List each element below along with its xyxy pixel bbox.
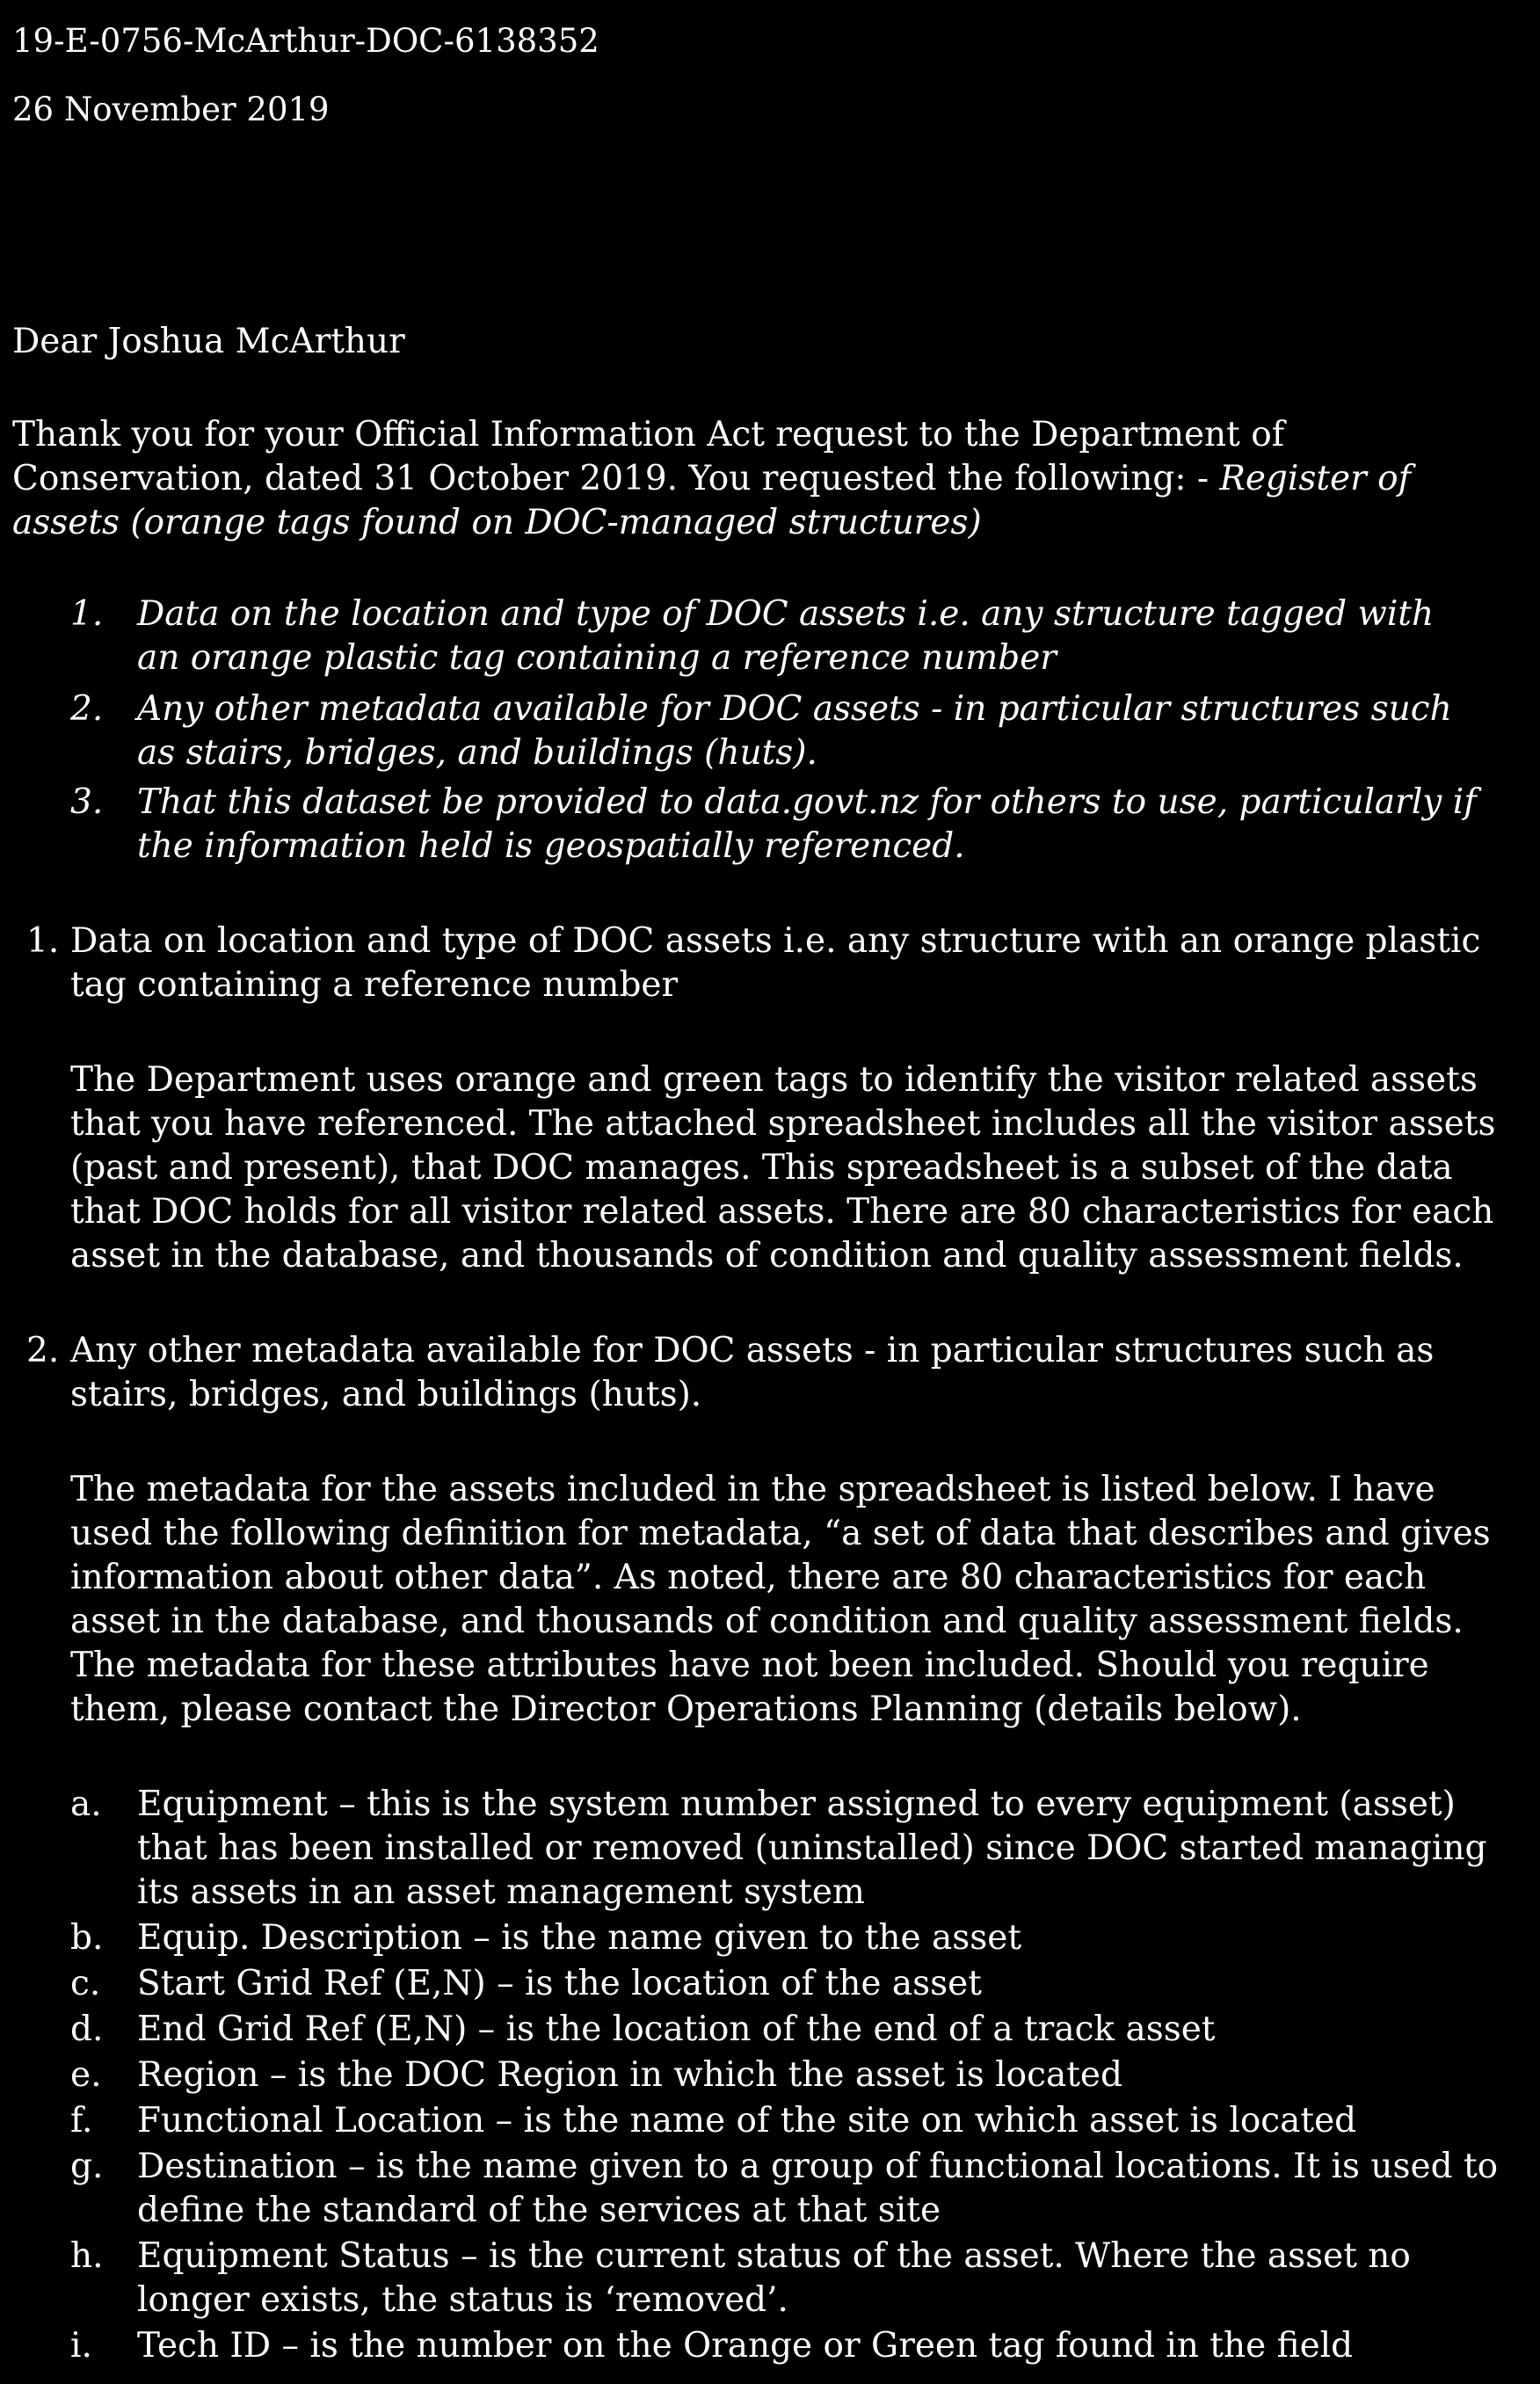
salutation: Dear Joshua McArthur bbox=[12, 322, 405, 361]
definition-h-line-1: Equipment Status – is the current status of the asset. Where the asset no bbox=[137, 2236, 1411, 2276]
section-2-body-line-1: The metadata for the assets included in the spreadsheet is listed below. I have bbox=[70, 1470, 1435, 1509]
definition-c-line-1: Start Grid Ref (E,N) – is the location of the asset bbox=[137, 1964, 982, 2003]
definition-h-line-2: longer exists, the status is ‘removed’. bbox=[137, 2280, 788, 2320]
section-2-heading-line-1: Any other metadata available for DOC assets - in particular structures such as bbox=[70, 1331, 1435, 1370]
intro-italic-tail: Register of bbox=[1219, 459, 1412, 498]
section-2-body-line-2: used the following definition for metadata, “a set of data that describes and gives bbox=[70, 1514, 1491, 1553]
definition-f-line-1: Functional Location – is the name of the site on which asset is located bbox=[137, 2101, 1357, 2141]
definition-a-letter: a. bbox=[70, 1784, 102, 1824]
definition-b-line-1: Equip. Description – is the name given to the asset bbox=[137, 1918, 1022, 1958]
intro-line-1: Thank you for your Official Information Act request to the Department of bbox=[12, 415, 1285, 454]
section-1-heading-line-2: tag containing a reference number bbox=[70, 965, 679, 1005]
definition-e-line-1: Region – is the DOC Region in which the asset is located bbox=[137, 2055, 1122, 2095]
section-1-number: 1. bbox=[26, 921, 60, 961]
intro-line-2: Conservation, dated 31 October 2019. You requested the following: - Register of bbox=[12, 459, 1412, 498]
section-1-heading-line-1: Data on location and type of DOC assets i.e. any structure with an orange plastic bbox=[70, 921, 1481, 961]
reference-number: 19-E-0756-McArthur-DOC-6138352 bbox=[12, 22, 599, 60]
definition-a-line-2: that has been installed or removed (uninstalled) since DOC started managing bbox=[137, 1828, 1487, 1868]
section-1-body-line-1: The Department uses orange and green tags to identify the visitor related assets bbox=[70, 1060, 1478, 1100]
request-3-line-1: That this dataset be provided to data.govt.nz for others to use, particularly if bbox=[137, 782, 1477, 822]
definition-d-letter: d. bbox=[70, 2010, 104, 2049]
definition-c-letter: c. bbox=[70, 1964, 101, 2003]
section-1-body-line-2: that you have referenced. The attached spreadsheet includes all the visitor assets bbox=[70, 1104, 1496, 1144]
section-1-body-line-5: asset in the database, and thousands of condition and quality assessment fields. bbox=[70, 1236, 1464, 1276]
request-2-line-2: as stairs, bridges, and buildings (huts). bbox=[137, 733, 817, 773]
definition-e-letter: e. bbox=[70, 2055, 102, 2095]
section-1-body-line-3: (past and present), that DOC manages. This spreadsheet is a subset of the data bbox=[70, 1148, 1453, 1188]
section-1-body-line-4: that DOC holds for all visitor related assets. There are 80 characteristics for each bbox=[70, 1192, 1494, 1232]
request-1-line-1: Data on the location and type of DOC assets i.e. any structure tagged with bbox=[137, 594, 1435, 634]
request-1-number: 1. bbox=[70, 594, 104, 634]
section-2-body-line-3: information about other data”. As noted, there are 80 characteristics for each bbox=[70, 1558, 1427, 1597]
definition-g-letter: g. bbox=[70, 2147, 104, 2186]
definition-g-line-1: Destination – is the name given to a group of functional locations. It is used to bbox=[137, 2147, 1499, 2186]
section-2-heading-line-2: stairs, bridges, and buildings (huts). bbox=[70, 1375, 702, 1414]
definition-d-line-1: End Grid Ref (E,N) – is the location of the end of a track asset bbox=[137, 2010, 1216, 2049]
definition-a-line-3: its assets in an asset management system bbox=[137, 1872, 865, 1912]
definition-h-letter: h. bbox=[70, 2236, 104, 2276]
request-1-line-2: an orange plastic tag containing a reference number bbox=[137, 638, 1057, 678]
definition-i-line-1: Tech ID – is the number on the Orange or Green tag found in the field bbox=[137, 2326, 1354, 2366]
definition-i-letter: i. bbox=[70, 2326, 92, 2366]
request-2-number: 2. bbox=[70, 689, 104, 729]
letter-date: 26 November 2019 bbox=[12, 91, 330, 128]
definition-f-letter: f. bbox=[70, 2101, 93, 2141]
definition-a-line-1: Equipment – this is the system number assigned to every equipment (asset) bbox=[137, 1784, 1456, 1824]
section-2-body-line-6: them, please contact the Director Operations Planning (details below). bbox=[70, 1690, 1302, 1729]
request-3-number: 3. bbox=[70, 782, 104, 822]
definition-g-line-2: define the standard of the services at that site bbox=[137, 2191, 941, 2230]
request-2-line-1: Any other metadata available for DOC assets - in particular structures such bbox=[137, 689, 1452, 729]
intro-line-3: assets (orange tags found on DOC-managed structures) bbox=[12, 503, 982, 542]
section-2-body-line-5: The metadata for these attributes have not been included. Should you require bbox=[70, 1646, 1429, 1685]
section-2-number: 2. bbox=[26, 1331, 60, 1370]
definition-b-letter: b. bbox=[70, 1918, 104, 1958]
section-2-body-line-4: asset in the database, and thousands of condition and quality assessment fields. bbox=[70, 1602, 1464, 1641]
request-3-line-2: the information held is geospatially referenced. bbox=[137, 826, 965, 866]
